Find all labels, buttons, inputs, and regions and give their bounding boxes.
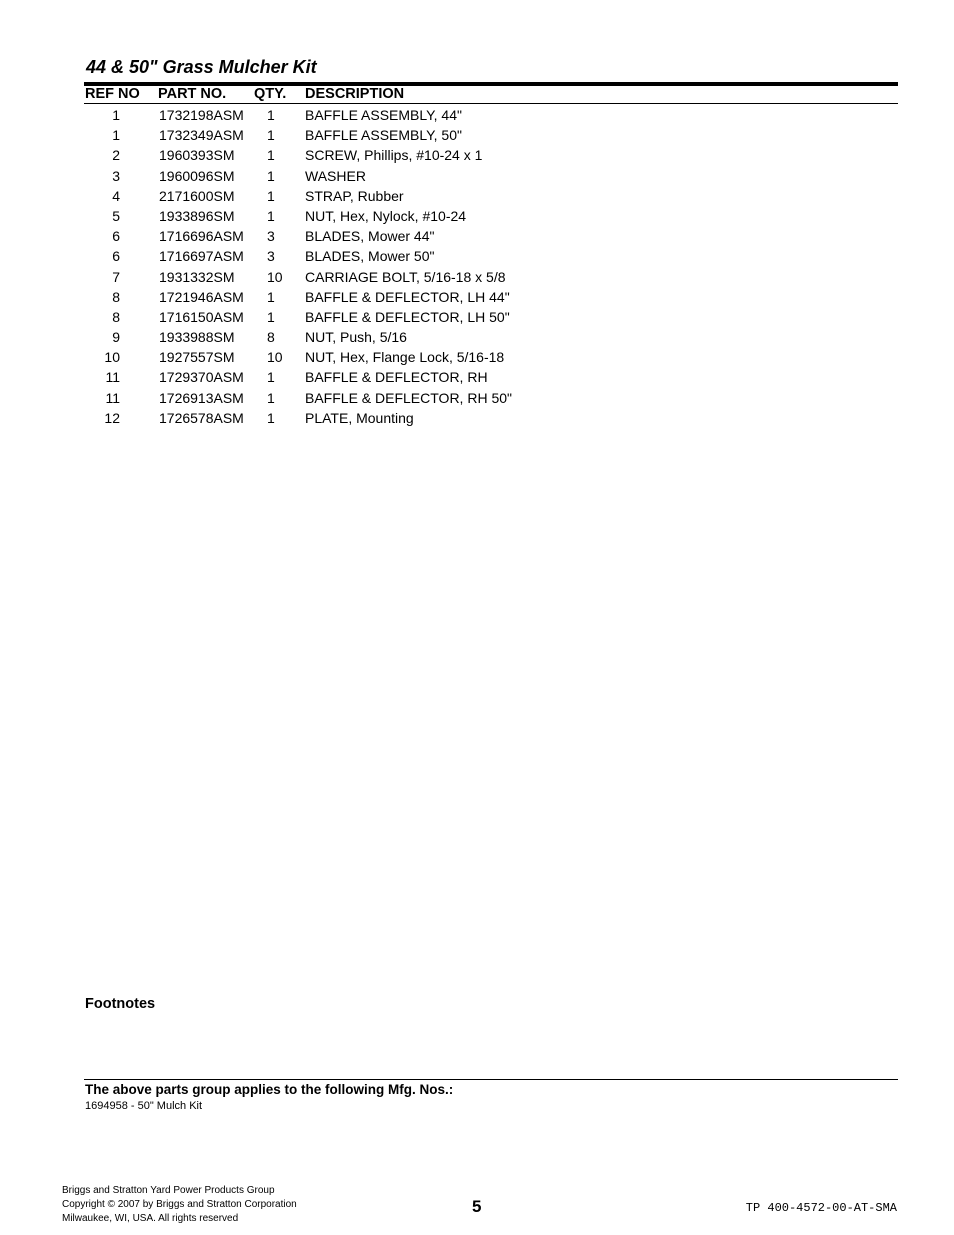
- cell-ref-no: 7: [112, 268, 120, 285]
- page-number: 5: [472, 1197, 482, 1216]
- document-code: TP 400-4572-00-AT-SMA: [745, 1201, 897, 1215]
- cell-ref-no: 12: [104, 409, 120, 426]
- footnotes-label: Footnotes: [85, 996, 156, 1012]
- cell-qty: 3: [267, 228, 275, 245]
- header-part-no: PART NO.: [158, 86, 227, 102]
- header-ref-no: REF NO: [85, 86, 140, 102]
- table-row: [0, 409, 954, 429]
- table-row: [0, 106, 954, 126]
- cell-description: BAFFLE & DEFLECTOR, LH 44": [305, 288, 510, 305]
- table-row: [0, 268, 954, 288]
- mfg-heading: The above parts group applies to the following Mfg. Nos.:: [85, 1082, 454, 1097]
- cell-part-no: 1716150ASM: [159, 308, 244, 325]
- cell-part-no: 1726913ASM: [159, 389, 244, 406]
- cell-description: NUT, Push, 5/16: [305, 329, 407, 346]
- cell-qty: 10: [267, 349, 283, 366]
- cell-ref-no: 1: [112, 127, 120, 144]
- cell-qty: 1: [267, 107, 275, 123]
- cell-ref-no: 11: [105, 389, 120, 406]
- cell-qty: 1: [267, 308, 275, 325]
- mfg-item: 1694958 - 50" Mulch Kit: [85, 1100, 203, 1112]
- table-row: [0, 389, 954, 409]
- cell-part-no: 1933988SM: [159, 329, 235, 346]
- cell-qty: 1: [267, 369, 275, 386]
- cell-part-no: 1960393SM: [159, 147, 235, 164]
- header-divider: [84, 103, 898, 104]
- cell-qty: 8: [267, 329, 275, 346]
- cell-qty: 1: [267, 187, 275, 204]
- cell-ref-no: 6: [112, 248, 120, 265]
- header-qty: QTY.: [254, 86, 287, 102]
- cell-qty: 10: [267, 268, 283, 285]
- table-row: [0, 328, 954, 348]
- cell-ref-no: 8: [112, 288, 120, 305]
- cell-qty: 1: [267, 389, 275, 406]
- cell-ref-no: 2: [112, 147, 120, 164]
- cell-part-no: 1931332SM: [159, 268, 235, 285]
- footer-line: Milwaukee, WI, USA. All rights reserved: [62, 1213, 239, 1224]
- cell-ref-no: 6: [112, 228, 120, 245]
- cell-ref-no: 8: [112, 308, 120, 325]
- cell-ref-no: 1: [112, 107, 120, 123]
- table-row: [0, 207, 954, 227]
- cell-description: BLADES, Mower 44": [305, 228, 435, 245]
- cell-part-no: 1721946ASM: [159, 288, 244, 305]
- cell-qty: 1: [267, 288, 275, 305]
- cell-part-no: 1716697ASM: [159, 248, 244, 265]
- cell-qty: 1: [267, 147, 275, 164]
- table-row: [0, 247, 954, 267]
- table-header: [0, 86, 954, 103]
- footer-line: Copyright © 2007 by Briggs and Stratton Corporation: [62, 1199, 297, 1210]
- table-row: [0, 308, 954, 328]
- cell-description: SCREW, Phillips, #10-24 x 1: [305, 147, 483, 164]
- cell-description: BAFFLE ASSEMBLY, 44": [305, 107, 462, 123]
- cell-ref-no: 3: [112, 167, 120, 184]
- cell-ref-no: 10: [104, 349, 120, 366]
- table-row: [0, 126, 954, 146]
- table-row: [0, 167, 954, 187]
- cell-qty: 1: [267, 409, 275, 426]
- table-row: [0, 288, 954, 308]
- cell-part-no: 1726578ASM: [159, 409, 244, 426]
- mfg-divider: [84, 1079, 898, 1080]
- cell-description: NUT, Hex, Nylock, #10-24: [305, 207, 467, 224]
- cell-qty: 3: [267, 248, 275, 265]
- cell-part-no: 1729370ASM: [159, 369, 244, 386]
- cell-ref-no: 9: [112, 329, 120, 346]
- cell-part-no: 1732349ASM: [159, 127, 244, 144]
- table-row: [0, 187, 954, 207]
- cell-qty: 1: [267, 167, 275, 184]
- table-row: [0, 368, 954, 388]
- footer-copyright: [62, 1184, 297, 1226]
- cell-qty: 1: [267, 127, 275, 144]
- cell-part-no: 2171600SM: [159, 187, 235, 204]
- cell-qty: 1: [267, 207, 275, 224]
- cell-description: WASHER: [305, 167, 366, 184]
- cell-description: BAFFLE & DEFLECTOR, RH: [305, 369, 488, 386]
- header-description: DESCRIPTION: [305, 86, 405, 102]
- footer-line: Briggs and Stratton Yard Power Products Group: [62, 1185, 275, 1196]
- cell-part-no: 1732198ASM: [159, 107, 244, 123]
- cell-part-no: 1927557SM: [159, 349, 235, 366]
- cell-description: NUT, Hex, Flange Lock, 5/16-18: [305, 349, 505, 366]
- cell-part-no: 1960096SM: [159, 167, 235, 184]
- table-row: [0, 348, 954, 368]
- cell-description: BAFFLE & DEFLECTOR, LH 50": [305, 308, 510, 325]
- cell-ref-no: 5: [112, 207, 120, 224]
- cell-description: PLATE, Mounting: [305, 409, 414, 426]
- cell-part-no: 1933896SM: [159, 207, 235, 224]
- cell-ref-no: 4: [112, 187, 120, 204]
- cell-description: STRAP, Rubber: [305, 187, 404, 204]
- cell-part-no: 1716696ASM: [159, 228, 244, 245]
- cell-description: BLADES, Mower 50": [305, 248, 435, 265]
- parts-table: [0, 106, 954, 429]
- table-row: [0, 227, 954, 247]
- cell-ref-no: 11: [105, 369, 120, 386]
- cell-description: CARRIAGE BOLT, 5/16-18 x 5/8: [305, 268, 506, 285]
- page-title: 44 & 50" Grass Mulcher Kit: [86, 57, 317, 77]
- cell-description: BAFFLE ASSEMBLY, 50": [305, 127, 462, 144]
- cell-description: BAFFLE & DEFLECTOR, RH 50": [305, 389, 512, 406]
- table-row: [0, 146, 954, 166]
